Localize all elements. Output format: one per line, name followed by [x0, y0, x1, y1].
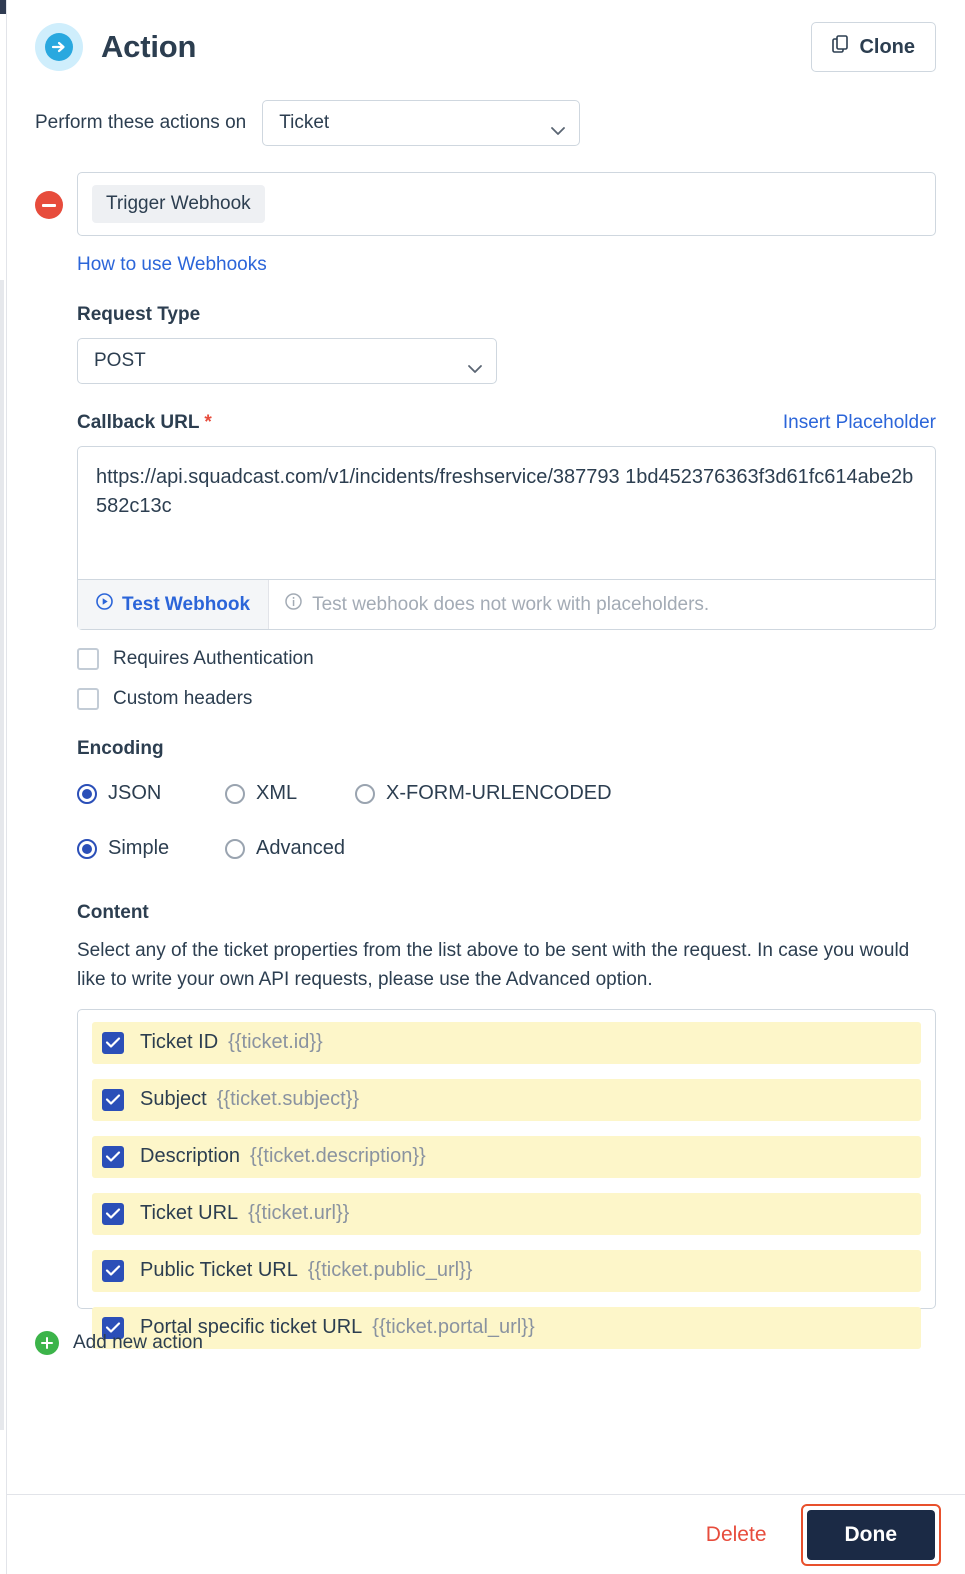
- clone-button-label: Clone: [859, 35, 915, 58]
- remove-circle-icon[interactable]: [35, 191, 63, 219]
- insert-placeholder-link[interactable]: Insert Placeholder: [782, 412, 936, 433]
- perform-actions-label: Perform these actions on: [35, 112, 247, 133]
- perform-actions-row: [35, 100, 936, 146]
- action-item-row: [35, 172, 936, 236]
- property-placeholder: {{ticket.id}}: [228, 1031, 323, 1054]
- property-checkbox[interactable]: [102, 1032, 124, 1054]
- list-item[interactable]: [92, 1022, 921, 1064]
- list-item[interactable]: [92, 1079, 921, 1121]
- page-title: Action: [101, 29, 197, 64]
- panel-body: [7, 100, 964, 1339]
- property-placeholder: {{ticket.public_url}}: [307, 1259, 473, 1282]
- webhook-config: [77, 304, 936, 1339]
- encoding-mode-group: [77, 837, 936, 860]
- property-checkbox[interactable]: [102, 1203, 124, 1225]
- encoding-mode-advanced-label: Advanced: [256, 837, 345, 859]
- property-name: Description: [140, 1145, 241, 1168]
- custom-headers-checkbox[interactable]: [77, 688, 99, 710]
- radio-icon[interactable]: [77, 839, 97, 859]
- ticket-properties-list[interactable]: [77, 1009, 936, 1339]
- required-marker: *: [204, 412, 212, 433]
- property-name: Portal specific ticket URL: [140, 1316, 363, 1339]
- chevron-down-icon: [468, 357, 482, 365]
- plus-circle-icon: [35, 1331, 59, 1355]
- add-new-action-label: Add new action: [73, 1331, 203, 1353]
- radio-icon[interactable]: [225, 784, 245, 804]
- encoding-mode-advanced[interactable]: [225, 837, 345, 860]
- custom-headers-label: Custom headers: [113, 688, 253, 709]
- test-webhook-button[interactable]: [78, 580, 269, 629]
- panel-header: [7, 0, 964, 82]
- content-label: Content: [77, 902, 149, 923]
- property-name: Ticket ID: [140, 1031, 219, 1054]
- callback-url-input[interactable]: https://api.squadcast.com/v1/incidents/freshservice/387793 1bd452376363f3d61fc614abe2b582c13c: [77, 446, 936, 580]
- radio-icon[interactable]: [77, 784, 97, 804]
- encoding-option-xform-label: X-FORM-URLENCODED: [386, 782, 612, 804]
- encoding-mode-simple[interactable]: [77, 837, 225, 860]
- chevron-down-icon: [551, 119, 565, 127]
- panel-footer: [7, 1494, 965, 1574]
- callback-url-label-row: [77, 412, 936, 434]
- encoding-mode-simple-label: Simple: [108, 837, 170, 859]
- action-type-field[interactable]: [77, 172, 936, 236]
- perform-on-value: Ticket: [279, 112, 330, 133]
- custom-headers-row[interactable]: [77, 688, 936, 710]
- left-edge-strip: [0, 280, 4, 1430]
- done-button[interactable]: Done: [807, 1510, 936, 1560]
- encoding-label: Encoding: [77, 738, 164, 759]
- test-webhook-note: [269, 580, 725, 629]
- clone-button[interactable]: [811, 22, 936, 72]
- requires-authentication-row[interactable]: [77, 648, 936, 670]
- requires-authentication-checkbox[interactable]: [77, 648, 99, 670]
- property-name: Subject: [140, 1088, 207, 1111]
- test-webhook-label: Test Webhook: [122, 593, 251, 615]
- callback-url-label-text: Callback URL: [77, 412, 200, 433]
- content-description: Select any of the ticket properties from the list above to be sent with the request. In case you would like to write your own API requests, please use the Advanced option.: [77, 940, 910, 991]
- radio-icon[interactable]: [355, 784, 375, 804]
- how-to-use-webhooks-link[interactable]: How to use Webhooks: [77, 254, 267, 275]
- property-placeholder: {{ticket.subject}}: [216, 1088, 360, 1111]
- encoding-option-json[interactable]: [77, 782, 225, 805]
- perform-on-select[interactable]: [262, 100, 580, 146]
- callback-url-footer: [77, 580, 936, 630]
- property-placeholder: {{ticket.portal_url}}: [372, 1316, 535, 1339]
- requires-authentication-label: Requires Authentication: [113, 648, 314, 669]
- info-icon: [285, 593, 302, 616]
- action-type-chip[interactable]: Trigger Webhook: [92, 185, 265, 223]
- delete-button[interactable]: Delete: [700, 1522, 773, 1548]
- encoding-option-json-label: JSON: [108, 782, 162, 804]
- encoding-option-xform[interactable]: [355, 782, 612, 805]
- property-checkbox[interactable]: [102, 1089, 124, 1111]
- done-button-focus-ring: [801, 1504, 942, 1566]
- request-type-label: Request Type: [77, 304, 201, 325]
- copy-icon: [832, 35, 850, 59]
- property-placeholder: {{ticket.url}}: [248, 1202, 350, 1225]
- encoding-option-xml[interactable]: [225, 782, 355, 805]
- action-panel: [6, 0, 964, 1574]
- play-circle-icon: [96, 593, 113, 616]
- property-checkbox[interactable]: [102, 1260, 124, 1282]
- action-arrow-icon: [35, 23, 83, 71]
- radio-icon[interactable]: [225, 839, 245, 859]
- request-type-select[interactable]: [77, 338, 497, 384]
- property-name: Ticket URL: [140, 1202, 239, 1225]
- encoding-format-group: [77, 782, 936, 805]
- property-name: Public Ticket URL: [140, 1259, 298, 1282]
- request-type-value: POST: [94, 350, 146, 371]
- encoding-option-xml-label: XML: [256, 782, 298, 804]
- callback-url-label: [77, 412, 212, 434]
- property-checkbox[interactable]: [102, 1146, 124, 1168]
- list-item[interactable]: [92, 1136, 921, 1178]
- test-webhook-note-text: Test webhook does not work with placeholders.: [312, 593, 710, 615]
- property-placeholder: {{ticket.description}}: [250, 1145, 426, 1168]
- list-item[interactable]: [92, 1250, 921, 1292]
- list-item[interactable]: [92, 1193, 921, 1235]
